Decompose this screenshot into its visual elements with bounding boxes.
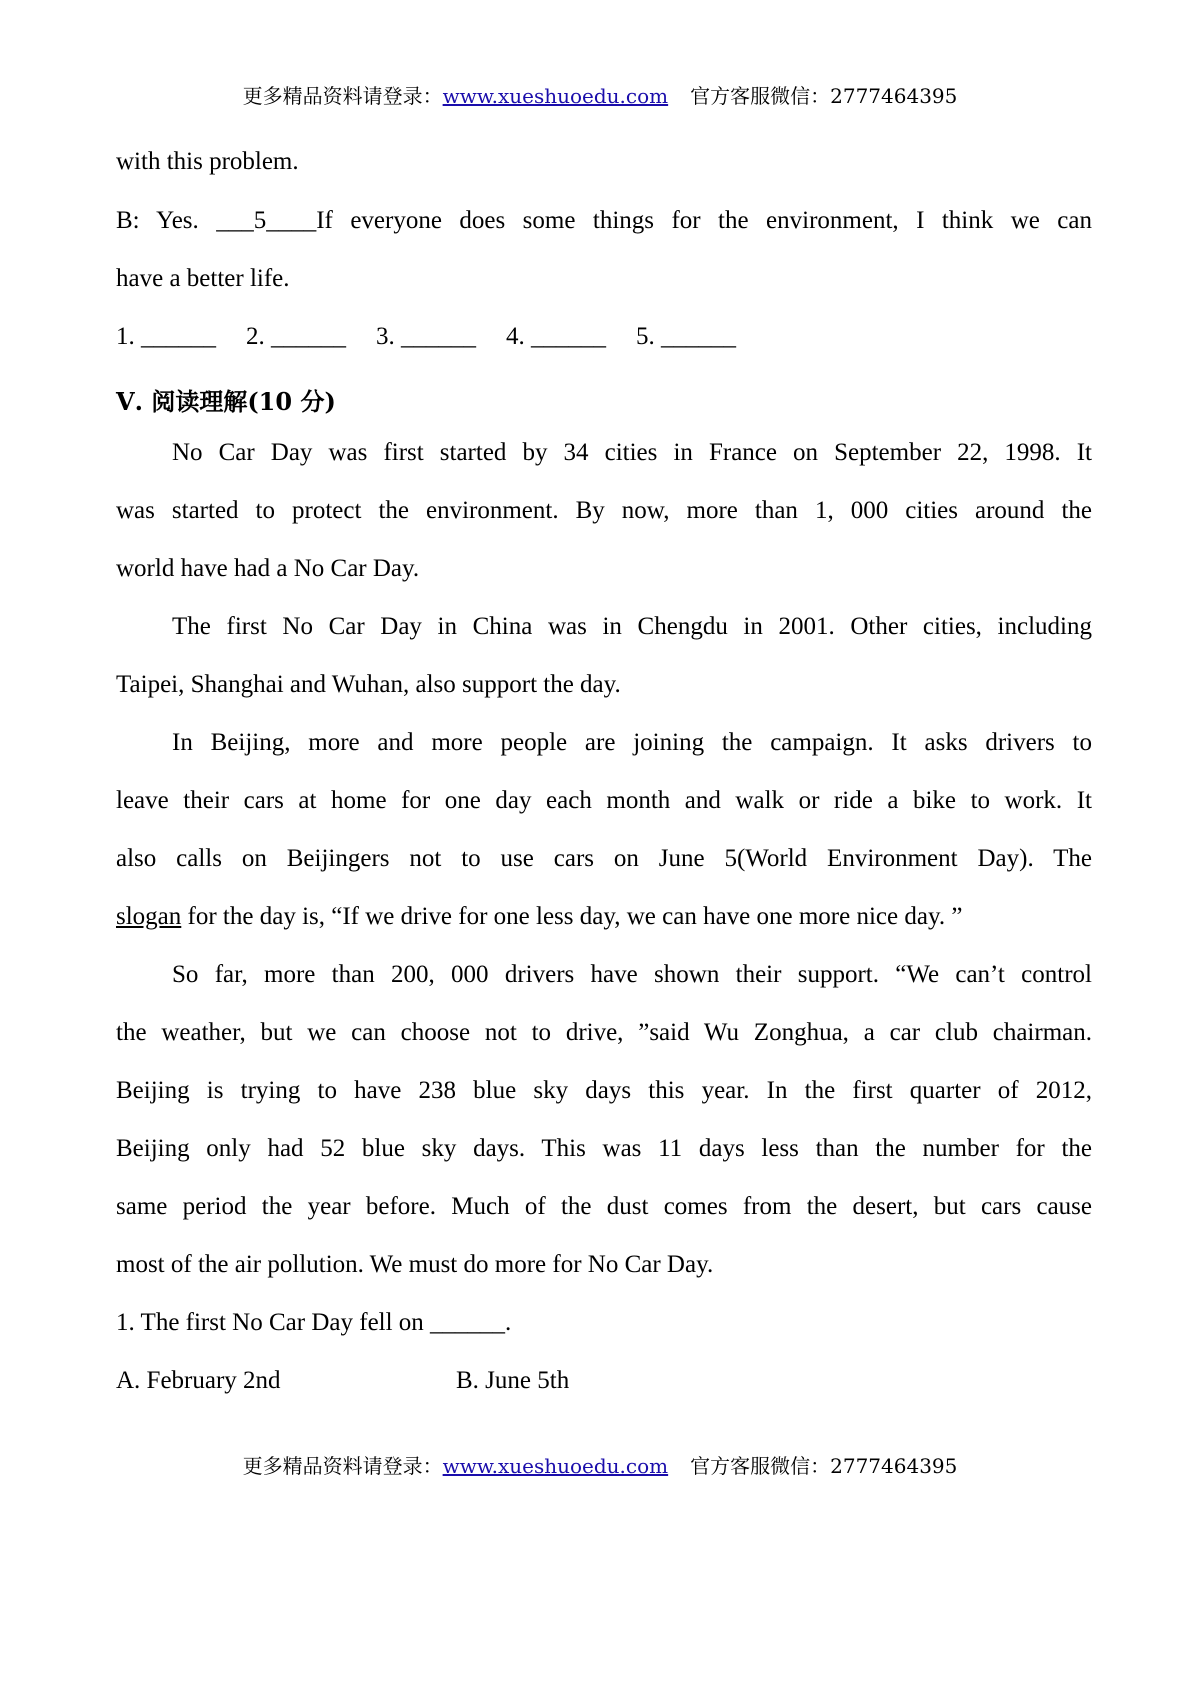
passage-line-8: also calls on Beijingers not to use cars on June 5(World Environment Day). The <box>116 845 1092 872</box>
header-website-link[interactable]: www.xueshuoedu.com <box>442 84 669 108</box>
page-footer <box>0 1450 1200 1479</box>
footer-prefix: 更多精品资料请登录： <box>242 1454 443 1478</box>
dialog-line-3: have a better life. <box>116 265 290 292</box>
speaker-b-label: B: Yes. <box>116 207 217 234</box>
passage-line-2: was started to protect the environment. By now, more than 1, 000 cities around the <box>116 497 1092 524</box>
header-prefix: 更多精品资料请登录： <box>242 84 443 108</box>
answer-blank-2: 2. ______ <box>246 323 346 350</box>
footer-website-link[interactable]: www.xueshuoedu.com <box>442 1454 669 1478</box>
answer-blank-4: 4. ______ <box>506 323 606 350</box>
question-1-stem: 1. The first No Car Day fell on ______. <box>116 1309 512 1336</box>
passage-line-10: So far, more than 200, 000 drivers have shown their support. “We can’t control <box>172 961 1092 988</box>
passage-line-4: The first No Car Day in China was in Chengdu in 2001. Other cities, including <box>172 613 1092 640</box>
answer-blank-1: 1. ______ <box>116 323 216 350</box>
header-service-wechat: 官方客服微信：2777464395 <box>690 84 958 108</box>
answer-blank-5: 5. ______ <box>636 323 736 350</box>
passage-line-13: Beijing only had 52 blue sky days. This was 11 days less than the number for the <box>116 1135 1092 1162</box>
passage-line-15: most of the air pollution. We must do more for No Car Day. <box>116 1251 714 1278</box>
dialog-b-sentence: If everyone does some things for the environment, I think we can <box>316 207 1092 234</box>
passage-line-9-rest: for the day is, “If we drive for one less day, we can have one more nice day. ” <box>181 903 963 930</box>
dialog-blank-5: ___5____ <box>216 207 317 234</box>
passage-line-5: Taipei, Shanghai and Wuhan, also support the day. <box>116 671 621 698</box>
section-title: Ⅴ. 阅读理解(10 分) <box>116 387 336 416</box>
answer-blank-3: 3. ______ <box>376 323 476 350</box>
passage-line-6: In Beijing, more and more people are joining the campaign. It asks drivers to <box>172 729 1092 756</box>
page-header <box>0 80 1200 109</box>
passage-line-1: No Car Day was first started by 34 cities in France on September 22, 1998. It <box>172 439 1092 466</box>
answer-blanks-row <box>116 323 1092 351</box>
question-1-option-a: A. February 2nd <box>116 1367 281 1394</box>
question-1-option-b: B. June 5th <box>456 1367 570 1394</box>
dialog-line-b <box>116 207 1092 235</box>
dialog-line-1: with this problem. <box>116 148 299 175</box>
footer-service-wechat: 官方客服微信：2777464395 <box>690 1454 958 1478</box>
passage-line-11: the weather, but we can choose not to drive, ”said Wu Zonghua, a car club chairman. <box>116 1019 1092 1046</box>
passage-line-7: leave their cars at home for one day each month and walk or ride a bike to work. It <box>116 787 1092 814</box>
passage-line-9 <box>116 903 1092 931</box>
passage-line-12: Beijing is trying to have 238 blue sky days this year. In the first quarter of 2012, <box>116 1077 1092 1104</box>
passage-line-3: world have had a No Car Day. <box>116 555 420 582</box>
question-1-options <box>116 1367 1092 1395</box>
passage-line-14: same period the year before. Much of the dust comes from the desert, but cars cause <box>116 1193 1092 1220</box>
underlined-word-slogan: slogan <box>116 903 182 930</box>
